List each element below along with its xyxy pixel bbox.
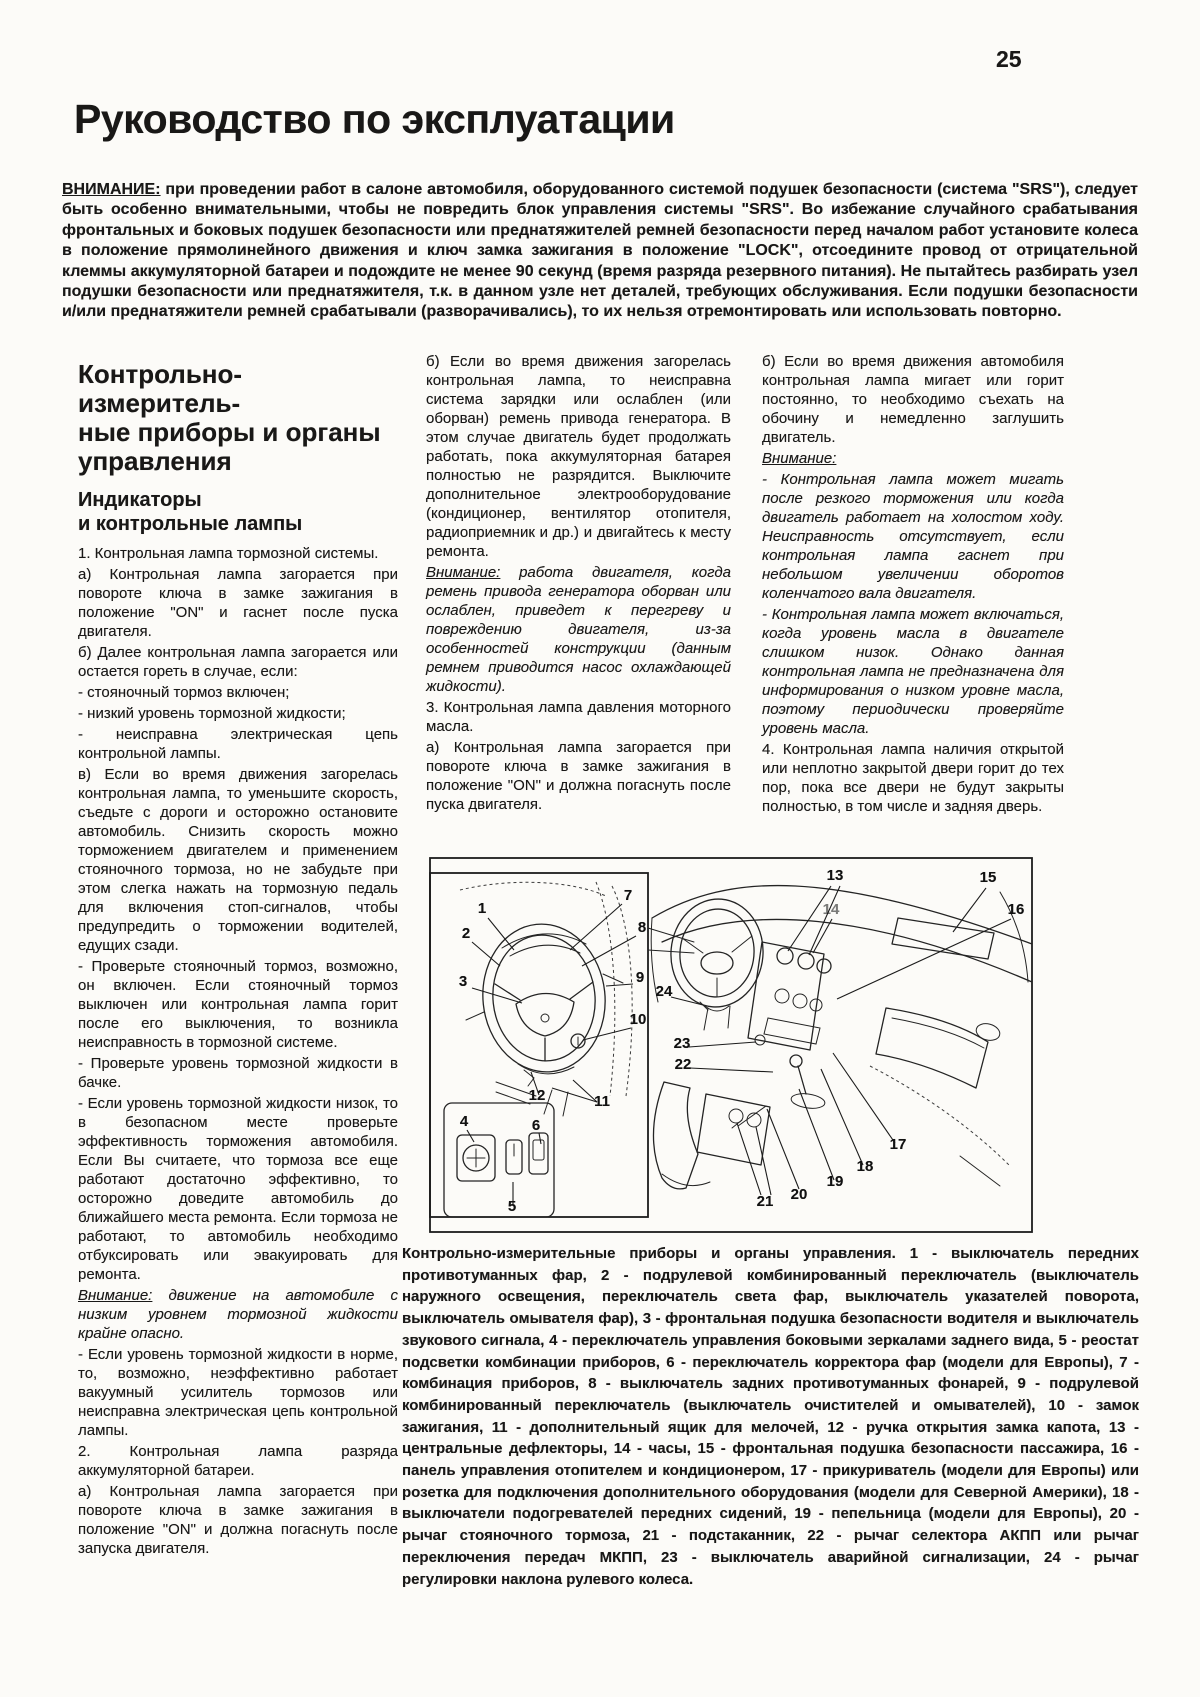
paragraph: 2. Контрольная лампа разряда аккумуляторной батареи. [78, 1443, 398, 1479]
note-heading [762, 449, 1064, 468]
callout-21: 21 [756, 1193, 774, 1210]
note [78, 1286, 398, 1343]
list-item: - Если уровень тормозной жидкости в норме, то, возможно, неэффективно работает вакуумный усилитель тормозов или неисправна электрическая цепь контрольной лампы. [78, 1346, 398, 1439]
section-heading-line: Контрольно-измеритель- [78, 359, 243, 418]
column-left [78, 352, 398, 1560]
list-item: - Проверьте стояночный тормоз, возможно, он включен. Если стояночный тормоз выключен или контрольная лампа горит после его выключения, то возникла неисправность в тормозной системе. [78, 958, 398, 1051]
page-number: 25 [996, 46, 1022, 72]
callout-16: 16 [1007, 901, 1025, 918]
note-label: Внимание: [426, 564, 501, 581]
paragraph: б) Если во время движения загорелась контрольная лампа, то неисправна система зарядки или ослаблен (или оборван) ремень привода генератора. В этом случае двигатель будет продолжать работать, пока аккумуляторная батарея полностью не разрядится. Выключите дополнительное электрооборудование (кондиционер, вентилятор отопителя, радиоприемник и др.) и двигайтесь к месту ремонта. [426, 353, 731, 560]
callout-9: 9 [635, 969, 645, 986]
list-item: - неисправна электрическая цепь контрольной лампы. [78, 726, 398, 762]
callout-18: 18 [856, 1158, 874, 1175]
note-label: Внимание: [78, 1287, 153, 1304]
callout-12: 12 [528, 1087, 546, 1104]
column-right [762, 352, 1064, 818]
callout-22: 22 [674, 1056, 692, 1073]
callout-14: 14 [822, 901, 840, 918]
dashboard-illustration [400, 856, 1036, 1236]
list-item: - Проверьте уровень тормозной жидкости в бачке. [78, 1055, 398, 1091]
paragraph: а) Контрольная лампа загорается при повороте ключа в замке зажигания в положение "ON" и должна погаснуть после пуска двигателя. [426, 739, 731, 813]
subsection-heading-line: и контрольные лампы [78, 513, 303, 535]
warning-label: ВНИМАНИЕ: [62, 181, 161, 198]
callout-7: 7 [623, 887, 633, 904]
callout-19: 19 [826, 1173, 844, 1190]
callout-1: 1 [477, 900, 487, 917]
callout-20: 20 [790, 1186, 808, 1203]
paragraph: 4. Контрольная лампа наличия открытой или неплотно закрытой двери горит до тех пор, пока все двери не будут закрыты полностью, в том числе и задняя дверь. [762, 741, 1064, 815]
paragraph: в) Если во время движения загорелась контрольная лампа, то уменьшите скорость, съедьте с дороги и осторожно остановите автомобиль. Снизить скорость можно торможением двигателем и применением стояночного тормоза, но не забудьте при этом слегка нажать на тормозную педаль для включения стоп-сигналов, чтобы предупредить о торможении водителей, едущих сзади. [78, 766, 398, 954]
dashboard-sketch [651, 886, 1032, 1189]
subsection-heading-line: Индикаторы [78, 489, 202, 511]
callout-13: 13 [826, 867, 844, 884]
paragraph: б) Далее контрольная лампа загорается или остается гореть в случае, если: [78, 644, 398, 680]
warning-text: при проведении работ в салоне автомобиля, оборудованного системой подушек безопасности (система "SRS"), следует быть особенно внимательными, чтобы не повредить блок управления системы "SRS". Во избежание случайного срабатывания фронтальных и боковых подушек безопасности или преднатяжителей ремней безопасности перед началом работ установите колеса в положение прямолинейного движения и ключ замка зажигания в положение "LOCK", отсоедините провод от отрицательной клеммы аккумуляторной батареи и подождите не менее 90 секунд (время разряда резервного питания). Не пытайтесь разбирать узел подушки безопасности или преднатяжителя, т.к. в данном узле нет деталей, требующих обслуживания. Если подушки безопасности и/или преднатяжители ремней срабатывали (разворачивались), то их нельзя отремонтировать или использовать повторно. [62, 181, 1138, 321]
paragraph: а) Контрольная лампа загорается при повороте ключа в замке зажигания в положение "ON" и гаснет после пуска двигателя. [78, 566, 398, 640]
section-heading-line: ные приборы и органы [78, 417, 381, 447]
section-heading [78, 360, 398, 476]
warning-paragraph [62, 180, 1138, 323]
note: - Контрольная лампа может включаться, когда уровень масла в двигателе слишком низок. Однако данная контрольная лампа не предназначена для информирования о низком уровне масла, поэтому периодически проверяйте уровень масла. [762, 606, 1064, 737]
paragraph: 3. Контрольная лампа давления моторного масла. [426, 699, 731, 735]
column-middle [426, 352, 731, 816]
callout-17: 17 [889, 1136, 907, 1153]
paragraph: 1. Контрольная лампа тормозной системы. [78, 545, 379, 562]
callout-15: 15 [979, 869, 997, 886]
callout-3: 3 [458, 973, 468, 990]
dashboard-figure [400, 856, 1036, 1236]
subsection-heading [78, 488, 398, 536]
callout-11: 11 [594, 1093, 610, 1110]
callout-24: 24 [655, 983, 673, 1000]
callout-5: 5 [507, 1198, 517, 1215]
note: - Контрольная лампа может мигать после резкого торможения или когда двигатель работает на холостом ходу. Неисправность отсутствует, если контрольная лампа гаснет при небольшом увеличении оборотов коленчатого вала двигателя. [762, 471, 1064, 602]
steering-wheel-closeup [460, 882, 632, 1116]
callout-10: 10 [629, 1011, 647, 1028]
list-item: - стояночный тормоз включен; [78, 684, 290, 701]
section-heading-line: управления [78, 446, 232, 476]
note [426, 563, 731, 696]
list-item: - низкий уровень тормозной жидкости; [78, 705, 346, 722]
callout-6: 6 [531, 1117, 541, 1134]
page-title: Руководство по эксплуатации [74, 96, 675, 142]
note-text: работа двигателя, когда ремень привода генератора оборван или ослаблен, приведет к перегреву и повреждению двигателя, из-за особенностей конструкции (данным ремнем приводится насос охлаждающей жидкости). [426, 564, 731, 695]
note-text: движение на автомобиле с низким уровнем тормозной жидкости крайне опасно. [78, 1287, 398, 1342]
paragraph: б) Если во время движения автомобиля контрольная лампа мигает или горит постоянно, то необходимо съехать на обочину и немедленно заглушить двигатель. [762, 353, 1064, 446]
callout-2: 2 [461, 925, 471, 942]
callout-8: 8 [637, 919, 647, 936]
callout-23: 23 [673, 1035, 691, 1052]
note-label: Внимание: [762, 450, 837, 467]
figure-caption: Контрольно-измерительные приборы и органы управления. 1 - выключатель передних противотуманных фар, 2 - подрулевой комбинированный переключатель (выключатель наружного освещения, переключатель света фар, выключатель указателей поворота, выключатель омывателя фар), 3 - фронтальная подушка безопасности водителя и выключатель звукового сигнала, 4 - переключатель управления боковыми зеркалами заднего вида, 5 - реостат подсветки комбинации приборов, 6 - переключатель корректора фар (модели для Европы), 7 - комбинация приборов, 8 - выключатель задних противотуманных фонарей, 9 - подрулевой комбинированный переключатель (выключатель очистителей и омывателей), 10 - замок зажигания, 11 - дополнительный ящик для мелочей, 12 - ручка открытия замка капота, 13 - центральные дефлекторы, 14 - часы, 15 - фронтальная подушка безопасности пассажира, 16 - панель управления отопителем и кондиционером, 17 - прикуриватель (модели для Европы) или розетка для подключения дополнительного оборудования (модели для Северной Америки), 18 - выключатели подогревателей передних сидений, 19 - пепельница (модели для Европы), 20 - рычаг стояночного тормоза, 21 - подстаканник, 22 - рычаг селектора АКПП или рычаг переключения передач МКПП, 23 - выключатель аварийной сигнализации, 24 - рычаг регулировки наклона рулевого колеса. [402, 1245, 1139, 1588]
paragraph: а) Контрольная лампа загорается при повороте ключа в замке зажигания в положение "ON" и должна погаснуть после запуска двигателя. [78, 1483, 398, 1557]
callout-4: 4 [459, 1113, 469, 1130]
list-item: - Если уровень тормозной жидкости низок, то в безопасном месте проверьте эффективность торможения автомобиля. Если Вы считаете, что тормоза все еще работают достаточно эффективно, то осторожно доведите автомобиль до ближайшего места ремонта. Если тормоза не работают, то автомобиль необходимо отбуксировать или эвакуировать для ремонта. [78, 1095, 398, 1283]
